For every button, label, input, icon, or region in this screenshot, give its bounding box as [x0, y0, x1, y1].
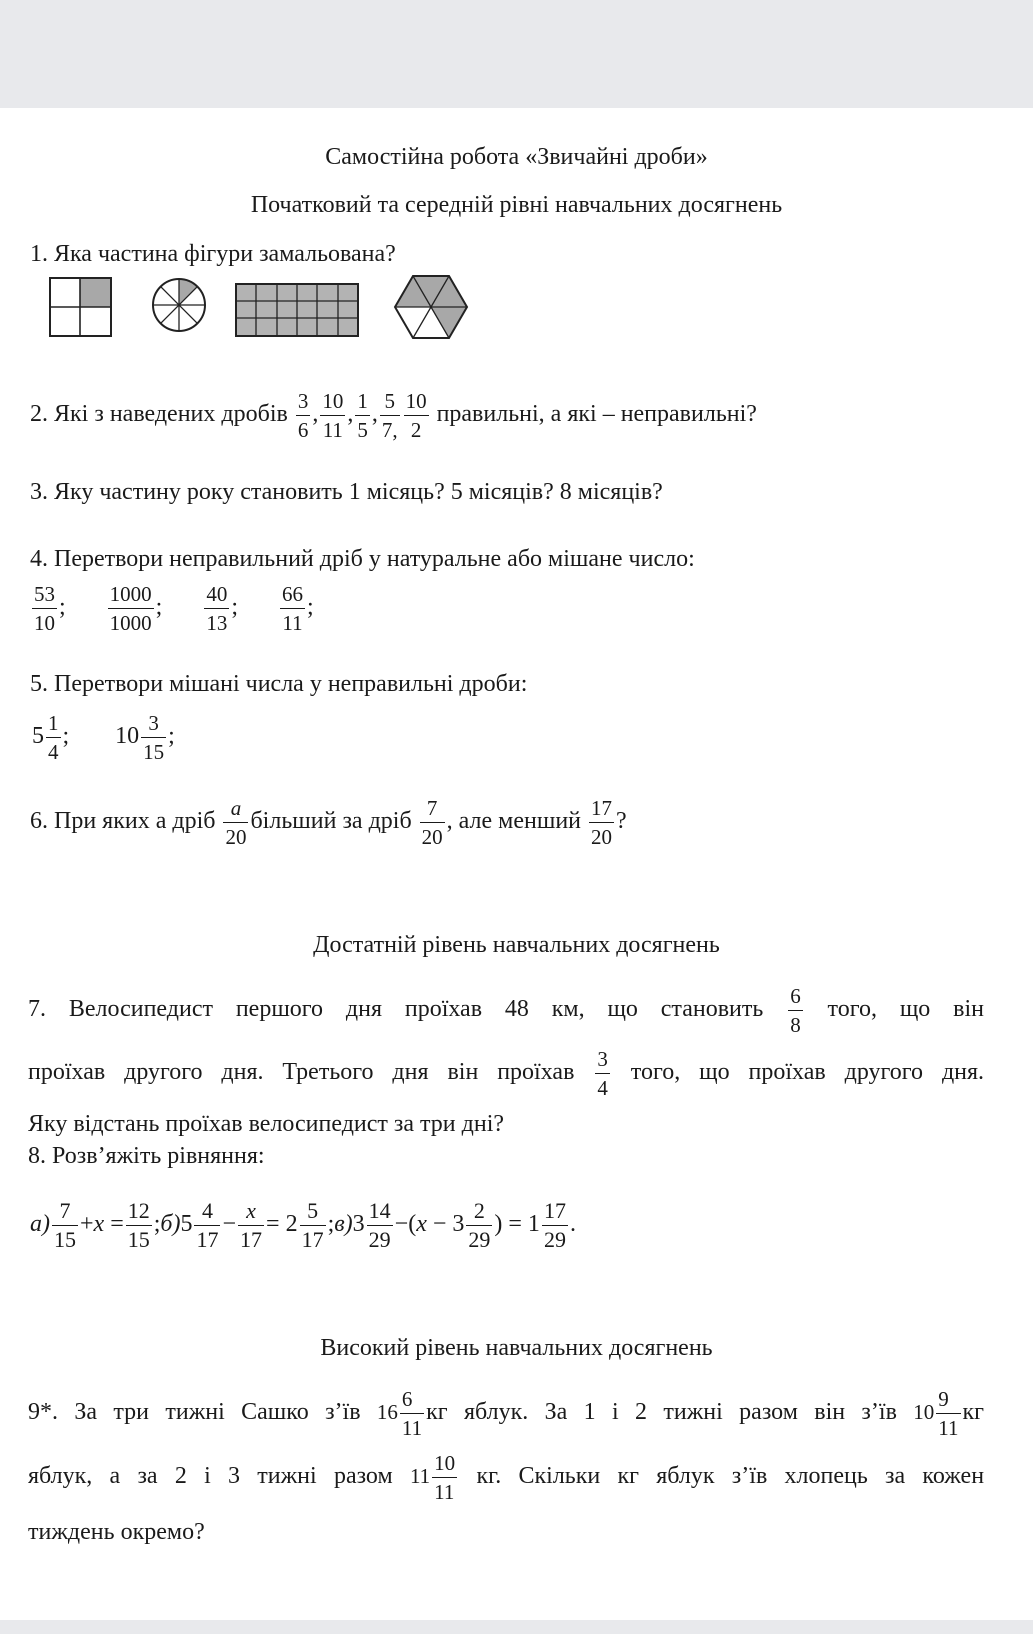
fraction: $\frac{66}{11}$ — [282, 582, 304, 635]
question-7-line-1: 7. Велосипедист першого дня проїхав 48 км, що становить $\frac{6}{8}$ того, що він — [28, 984, 985, 1037]
level3-heading: Високий рівень навчальних досягнень — [320, 1335, 713, 1361]
fraction: $\frac{3}{15}$ — [143, 711, 165, 764]
fraction: $\frac{1}{4}$ — [48, 711, 59, 764]
question-4-fractions: $\frac{53}{10}$ ; $\frac{1000}{1000}$ ; $\frac{40}{13}$ ; $\frac{66}{11}$ ; — [34, 582, 314, 635]
fraction: $\frac{3}{4}$ — [597, 1047, 608, 1100]
question-5-mixed: 5 $\frac{1}{4}$ ; 10 $\frac{3}{15}$ ; — [32, 711, 175, 764]
fraction: $\frac{2}{29}$ — [468, 1197, 491, 1252]
question-3: 3. Яку частину року становить 1 місяць? 5 місяців? 8 місяців? — [30, 479, 663, 505]
fraction: $\frac{6}{8}$ — [790, 984, 801, 1037]
fraction: $\frac{10}{11}$ — [434, 1451, 456, 1504]
question-9-line-1: 9*. За три тижні Сашко з’їв 16 $\frac{6}{11}$ кг яблук. За 1 і 2 тижні разом він з’їв 10 $\frac{9}{11}$ кг — [28, 1387, 985, 1440]
worksheet-title: Самостійна робота «Звичайні дроби» — [325, 144, 708, 170]
fraction: $\frac{x}{17}$ — [240, 1197, 263, 1252]
fraction: $\frac{7}{20}$ — [421, 796, 443, 849]
question-7-line-2: проїхав другого дня. Третього дня він проїхав $\frac{3}{4}$ того, що проїхав другого дня. — [28, 1047, 985, 1100]
fraction: $\frac{1000}{1000}$ — [109, 582, 152, 635]
fraction: $\frac{14}{29}$ — [368, 1197, 391, 1252]
fraction: $\frac{7}{15}$ — [54, 1197, 76, 1252]
question-9-line-3: тиждень окремо? — [28, 1519, 205, 1545]
level2-heading: Достатній рівень навчальних досягнень — [313, 932, 720, 958]
question-5: 5. Перетвори мішані числа у неправильні дроби: — [30, 671, 528, 697]
fraction: $\frac{17}{20}$ — [591, 796, 613, 849]
figure-circle — [153, 279, 205, 331]
fraction: $\frac{1}{5}$ — [357, 389, 368, 442]
fraction: $\frac{10}{2}$ — [405, 389, 427, 442]
fraction: $\frac{12}{15}$ — [127, 1197, 150, 1252]
figure-hexagon — [395, 276, 467, 338]
fraction: $\frac{3}{6}$ — [297, 389, 309, 442]
fraction: $\frac{5}{17}$ — [301, 1197, 324, 1252]
fraction: $\frac{9}{11}$ — [938, 1387, 959, 1440]
level1-heading: Початковий та середній рівні навчальних досягнень — [250, 192, 783, 218]
fraction: $\frac{6}{11}$ — [401, 1387, 423, 1440]
question-8: 8. Розв’яжіть рівняння: — [28, 1143, 265, 1169]
fraction: $\frac{53}{10}$ — [34, 582, 55, 635]
question-2: 2. Які з наведених дробів $\frac{3}{6}$ , $\frac{10}{11}$ , $\frac{1}{5}$ , $\frac{5}{7,}$ $\frac{10}{2}$ правильні, а які – неправильні? — [30, 389, 757, 442]
fraction: $\frac{17}{29}$ — [543, 1197, 566, 1252]
fraction: $\frac{4}{17}$ — [196, 1197, 219, 1252]
fraction: $\frac{a}{20}$ — [225, 796, 247, 849]
question-8-equations: а) $\frac{7}{15}$ +x = $\frac{12}{15}$ ;б)5 $\frac{4}{17}$ − $\frac{x}{17}$ = 2 $\frac{5}{17}$ ;в)3 $\frac{14}{29}$ −(x − 3 $\frac{2}{29}$ ) = 1 $\frac{17}{29}$ . — [30, 1197, 576, 1252]
fraction: $\frac{5}{7,}$ — [381, 389, 398, 442]
question-1: 1. Яка частина фігури замальована? — [30, 241, 396, 267]
fraction: $\frac{10}{11}$ — [322, 389, 344, 442]
shaded-figures — [46, 274, 486, 342]
figure-square-grid — [50, 278, 111, 336]
question-6: 6. При яких а дріб $\frac{a}{20}$ більший за дріб $\frac{7}{20}$ , але менший $\frac{17}{20}$ ? — [30, 796, 627, 849]
question-9-line-2: яблук, а за 2 і 3 тижні разом 11 $\frac{10}{11}$ кг. Скільки кг яблук з’їв хлопець за кожен — [28, 1451, 985, 1504]
question-4: 4. Перетвори неправильний дріб у натуральне або мішане число: — [30, 546, 695, 572]
figure-rect-grid — [236, 284, 358, 336]
question-7-line-3: Яку відстань проїхав велосипедист за три дні? — [28, 1111, 505, 1137]
fraction: $\frac{40}{13}$ — [206, 582, 228, 635]
